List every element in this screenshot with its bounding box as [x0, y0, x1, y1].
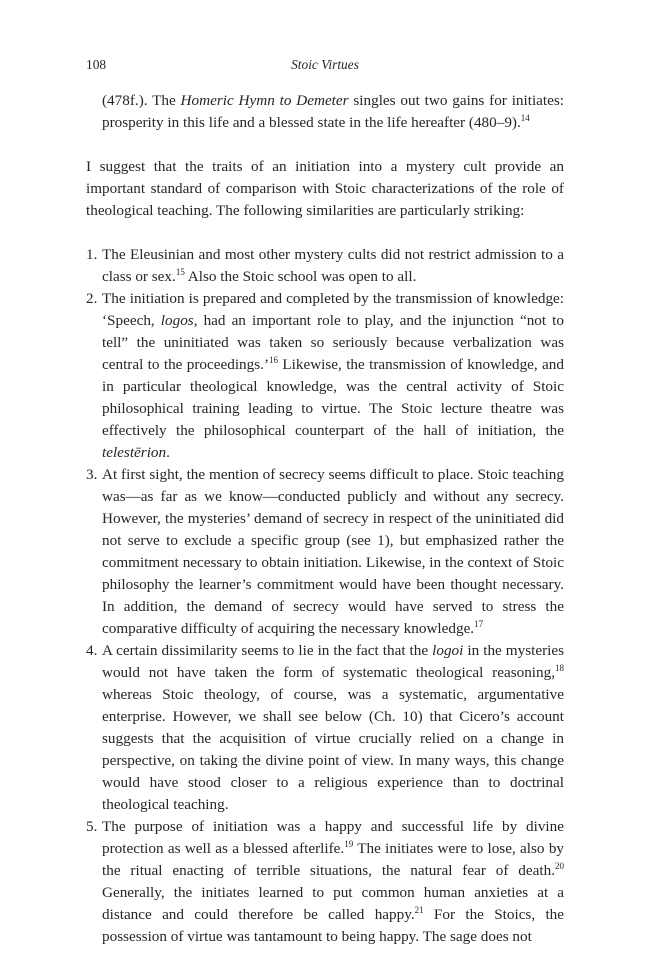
text-run: For the Stoics, the possession of virtue was tantamount to being happy. The sage does not — [102, 906, 565, 945]
list-item-3 — [86, 464, 564, 640]
text-run: The initiation is prepared and completed by the transmission of knowledge: ‘Speech, — [102, 290, 564, 329]
item-number: 2. — [86, 290, 98, 307]
text-run: A certain dissimilarity seems to lie in the fact that the — [102, 642, 433, 659]
page-header — [86, 57, 564, 77]
item-number: 5. — [86, 818, 98, 835]
footnote-ref: 19 — [344, 839, 354, 849]
text-run: in the mysteries would not have taken the form of systematic theological reasoning, — [102, 642, 564, 681]
footnote-ref: 18 — [555, 663, 564, 673]
text-run: . — [166, 444, 170, 461]
italic-term: telestērion — [102, 444, 167, 461]
italic-term: logoi — [432, 642, 464, 659]
text-run: The Eleusinian and most other mystery cults did not restrict admission to a class or sex. — [102, 246, 564, 285]
list-item-2 — [86, 288, 564, 464]
list-item-1 — [86, 244, 564, 288]
text-run: Also the Stoic school was open to all. — [184, 268, 417, 285]
footnote-ref: 14 — [520, 113, 530, 123]
page-number: 108 — [86, 57, 107, 72]
list-item-4 — [86, 640, 564, 816]
footnote-ref: 15 — [175, 267, 185, 277]
text-run: At first sight, the mention of secrecy seems difficult to place. Stoic teaching was—as far as we know—conducted publicly and without any secrecy. However, the mysteries’ demand of secrecy in respect of the uninitiated did not serve to exclude a specific group (see 1), but emphasized rather the commitment necessary to obtain initiation. Likewise, in the context of Stoic philosophy the learner’s commitment would have been thought necessary. In addition, the demand of secrecy would have served to stress the comparative difficulty of acquiring the necessary knowledge. — [102, 466, 564, 637]
text-run: whereas Stoic theology, of course, was a systematic, argumentative enterprise. However, we shall see below (Ch. 10) that Cicero’s account suggests that the acquisition of virtue crucially relied on a change in perspective, on taking the divine point of view. In many ways, this change would have stood closer to a religious experience than to doctrinal theological teaching. — [102, 686, 564, 813]
footnote-ref: 17 — [474, 619, 484, 629]
running-title: Stoic Virtues — [291, 57, 359, 72]
item-number: 3. — [86, 466, 98, 483]
text-run: (478f.). The — [102, 92, 181, 109]
text-run: Likewise, the transmission of knowledge, and in particular theological knowledge, was the central activity of Stoic philosophical training leading to virtue. The Stoic lecture theatre was effectively the philosophical counterpart of the hall of initiation, the — [102, 356, 564, 439]
text-run: , had an important role to play, and the injunction “not to tell” the uninitiated was taken so seriously because verbalization was central to the proceedings.’ — [102, 312, 564, 373]
item-number: 4. — [86, 642, 98, 659]
item-number: 1. — [86, 246, 98, 263]
text-run: singles out two gains for initiates: prosperity in this life and a blessed state in the life hereafter (480–9). — [102, 92, 564, 131]
footnote-ref: 21 — [414, 905, 424, 915]
page-body — [86, 90, 564, 948]
body-paragraph: I suggest that the traits of an initiation into a mystery cult provide an important standard of comparison with Stoic characterizations of the role of theological teaching. The following similarities are particularly striking: — [86, 158, 564, 219]
text-run: Generally, the initiates learned to put common human anxieties at a distance and could therefore be called happy. — [102, 884, 564, 923]
list-item-5 — [86, 816, 564, 948]
text-run: The initiates were to lose, also by the ritual enacting of terrible situations, the natural fear of death. — [102, 840, 565, 879]
continued-paragraph — [86, 90, 564, 134]
footnote-ref: 20 — [555, 861, 564, 871]
text-run: The purpose of initiation was a happy and successful life by divine protection as well as a blessed afterlife. — [102, 818, 564, 857]
numbered-list — [86, 244, 564, 948]
italic-title: Homeric Hymn to Demeter — [180, 92, 349, 109]
italic-term: logos — [160, 312, 194, 329]
footnote-ref: 16 — [269, 355, 278, 365]
